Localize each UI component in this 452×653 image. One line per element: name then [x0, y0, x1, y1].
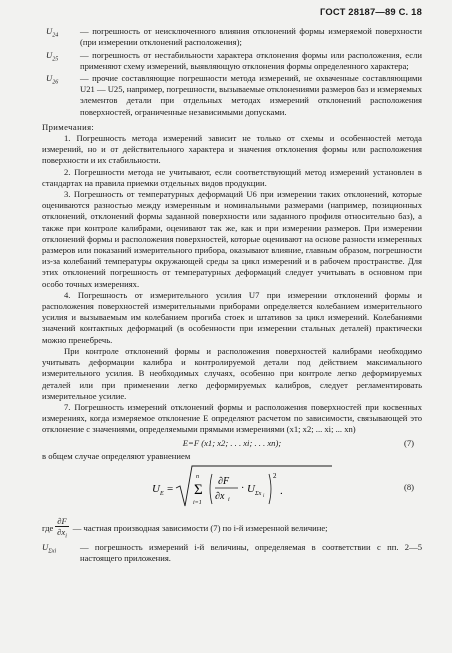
formula-8 [42, 464, 422, 512]
svg-text:E: E [160, 490, 164, 497]
definition-text: — прочие составляющие погрешности метода измерений, не охваченные составляющими U21 — U25, например, погрешности, вызываемые отклонениями размеров баз и измеряемых элементов детали при отдельных методах измерений отклонений расположения поверхностей, ограниченные независимыми допусками. [80, 73, 422, 117]
where-word: где [42, 523, 54, 534]
formula-7-number: (7) [403, 437, 414, 448]
formula-7-expression: E=F (x1; x2; . . . xi; . . . xn); [182, 437, 282, 448]
symbol-u26: $U_{26}$ [46, 73, 59, 86]
definition-u24 [46, 26, 422, 48]
symbol-u25: $U_{25}$ [46, 49, 59, 63]
svg-text:i: i [228, 496, 230, 503]
where-clause-2 [42, 542, 422, 564]
svg-text:∂F: ∂F [218, 475, 230, 487]
note-paragraph-4: 4. Погрешность от измерительного усилия U7 при измерении отклонений формы и расположения поверхностей измерительными приборами определяется колебанием измерительного усилия и вызываемым им колебанием прогиба стоек и штативов за цикл измерений. Колебаниями значений контактных деформаций (в особенности при измерении стальных деталей) практически можно пренебречь. [42, 289, 422, 345]
svg-text:U: U [247, 482, 255, 495]
definition-u26 [46, 73, 422, 118]
after-formula-text: в общем случае определяют уравнением [42, 450, 191, 461]
where-text-1: — частная производная зависимости (7) по i-й измеренной величине; [72, 523, 328, 534]
note-paragraph-3: 3. Погрешность от температурных деформаций U6 при измерении таких отклонений, которые оцениваются разностью между измеренным и номинальными размерами (например, позиционных отклонений, отклонений формы заданной поверхности или заданного профиля относительно баз), а также при контроле калибрами, оценивают так же, как и при измерении размеров. При измерении отклонений формы и расположения поверхностей, которые оценивают на основе разности измеренных размеров или показаний измерительного прибора, оказывают влияние, главным образом, погрешности из-за колебаний температуры окружающей среды за цикл измерений и в рабочем пространстве. Для этих отклонений погрешность от температурных деформаций следует учитывать в основном при особо точных измерениях. [42, 189, 422, 289]
svg-text:2: 2 [273, 471, 277, 480]
svg-text:U: U [152, 482, 160, 495]
svg-text:Σ: Σ [194, 481, 203, 498]
formula-7 [42, 438, 422, 449]
note-paragraph-7: 7. Погрешность измерений отклонений формы и расположения поверхностей при косвенных измерениях, когда измеряемое отклонение E определяют расчетом по зависимости, связывающей это отклонение с значениями, определяемыми прямыми измерениями (x1; x2; ... xi; ... xn) [42, 401, 422, 435]
formula-8-number: (8) [403, 481, 414, 492]
note-paragraph-1: 1. Погрешность метода измерений зависит не только от схемы и особенностей метода измерений, но и от действительного характера и значения отклонения формы или расположения поверхности и их стабильности. [42, 133, 422, 166]
note-paragraph-2: 2. Погрешности метода не учитывают, если соответствующий метод измерений установлен в стандартах на правила приемки отдельных видов продукции. [42, 166, 422, 188]
symbol-u-sigma-xi: $U_{\Sigma xi}$ [42, 541, 57, 555]
definition-u25 [46, 50, 422, 72]
formula-8-graphic [152, 464, 342, 512]
svg-text:n: n [196, 473, 199, 480]
svg-text:Σx: Σx [255, 490, 262, 497]
where-text-2: — погрешность измерений i-й величины, определяемая в соответствии с пп. 2—5 настоящего приложения. [80, 541, 422, 563]
svg-text:i=1: i=1 [193, 499, 202, 506]
page-header: ГОСТ 28187—89 С. 18 [319, 6, 422, 17]
partial-derivative-fraction [55, 516, 69, 542]
svg-text:.: . [280, 484, 283, 497]
definition-text: — погрешность от неисключенного влияния отклонений формы измеряемой поверхности (при измерении отклонений расположения); [80, 26, 422, 48]
note-paragraph-5: При контроле отклонений формы и расположения поверхностей калибрами необходимо учитывать деформации калибра и контролируемой детали под действием максимального измерительного усилия. В необходимых случаях, особенно при контроле легко деформируемых деталей или при применении легко деформируемых калибров, следует регламентировать измерительное усилие. [42, 345, 422, 401]
svg-text:∂x: ∂x [215, 490, 225, 502]
fraction-numerator: ∂F [57, 515, 67, 526]
where-clause-1 [42, 516, 422, 542]
fraction-denominator: $\partial x_i$ [57, 526, 67, 540]
svg-text:=: = [167, 482, 174, 495]
symbol-u24: $U_{24}$ [46, 26, 59, 39]
definition-text: — погрешность от нестабильности характера отклонения формы или расположения, если применяют схему измерений, выявляющую отклонения формы определенного характера; [80, 49, 422, 71]
notes-heading: Примечания: [42, 121, 95, 132]
svg-text:·: · [241, 482, 245, 494]
definitions-list [46, 26, 422, 118]
svg-text:i: i [263, 493, 265, 499]
